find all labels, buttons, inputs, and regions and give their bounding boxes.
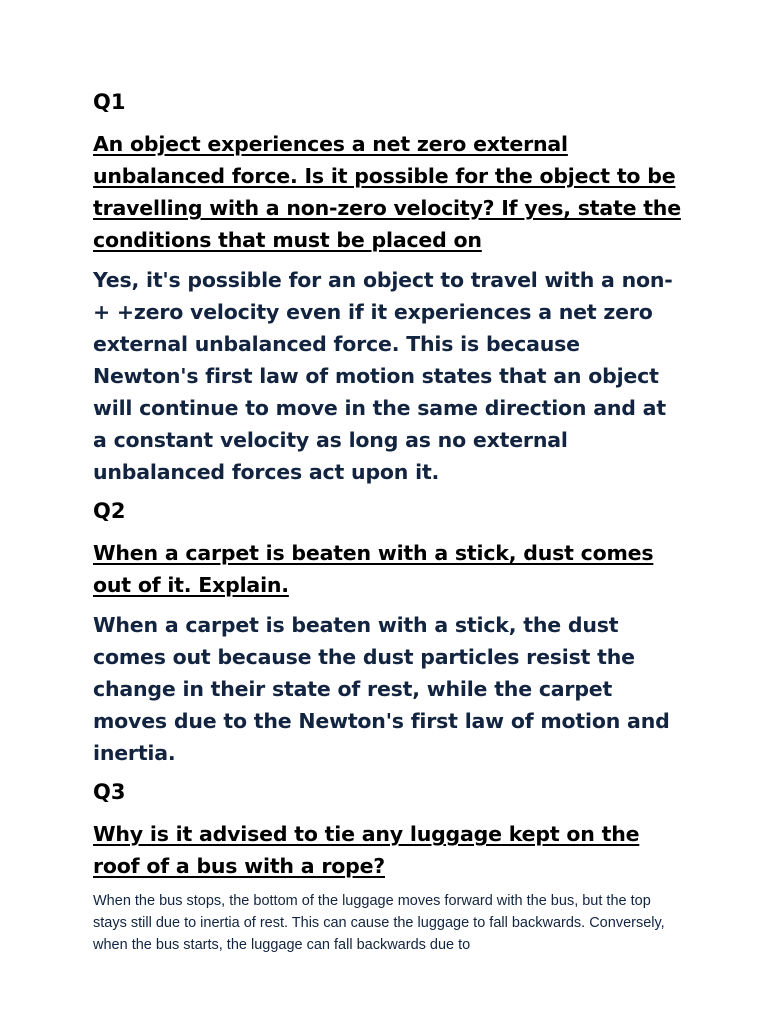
question-label-q2: Q2 [93,499,126,523]
question-text-q2: When a carpet is beaten with a stick, dust comes out of it. Explain. [93,541,654,597]
question-label-q3: Q3 [93,780,126,804]
question-text-q3: Why is it advised to tie any luggage kept on the roof of a bus with a rope? [93,822,640,878]
question-label-q1: Q1 [93,90,126,114]
answer-text-q1: Yes, it's possible for an object to travel with a non-+ +zero velocity even if it experiences a net zero external unbalanced force. This is because Newton's first law of motion states that an object will continue to move in the same direction and at a constant velocity as long as no external unbalanced forces act upon it. [93,268,673,484]
question-text-q1: An object experiences a net zero external unbalanced force. Is it possible for the object to be travelling with a non-zero velocity? If yes, state the conditions that must be placed on [93,132,681,252]
answer-text-q3: When the bus stops, the bottom of the luggage moves forward with the bus, but the top stays still due to inertia of rest. This can cause the luggage to fall backwards. Conversely, when the bus starts, the luggage can fall backwards due to [93,893,665,953]
answer-text-q2: When a carpet is beaten with a stick, the dust comes out because the dust particles resist the change in their state of rest, while the carpet moves due to the Newton's first law of motion and inertia. [93,613,670,765]
document-page [93,88,683,956]
